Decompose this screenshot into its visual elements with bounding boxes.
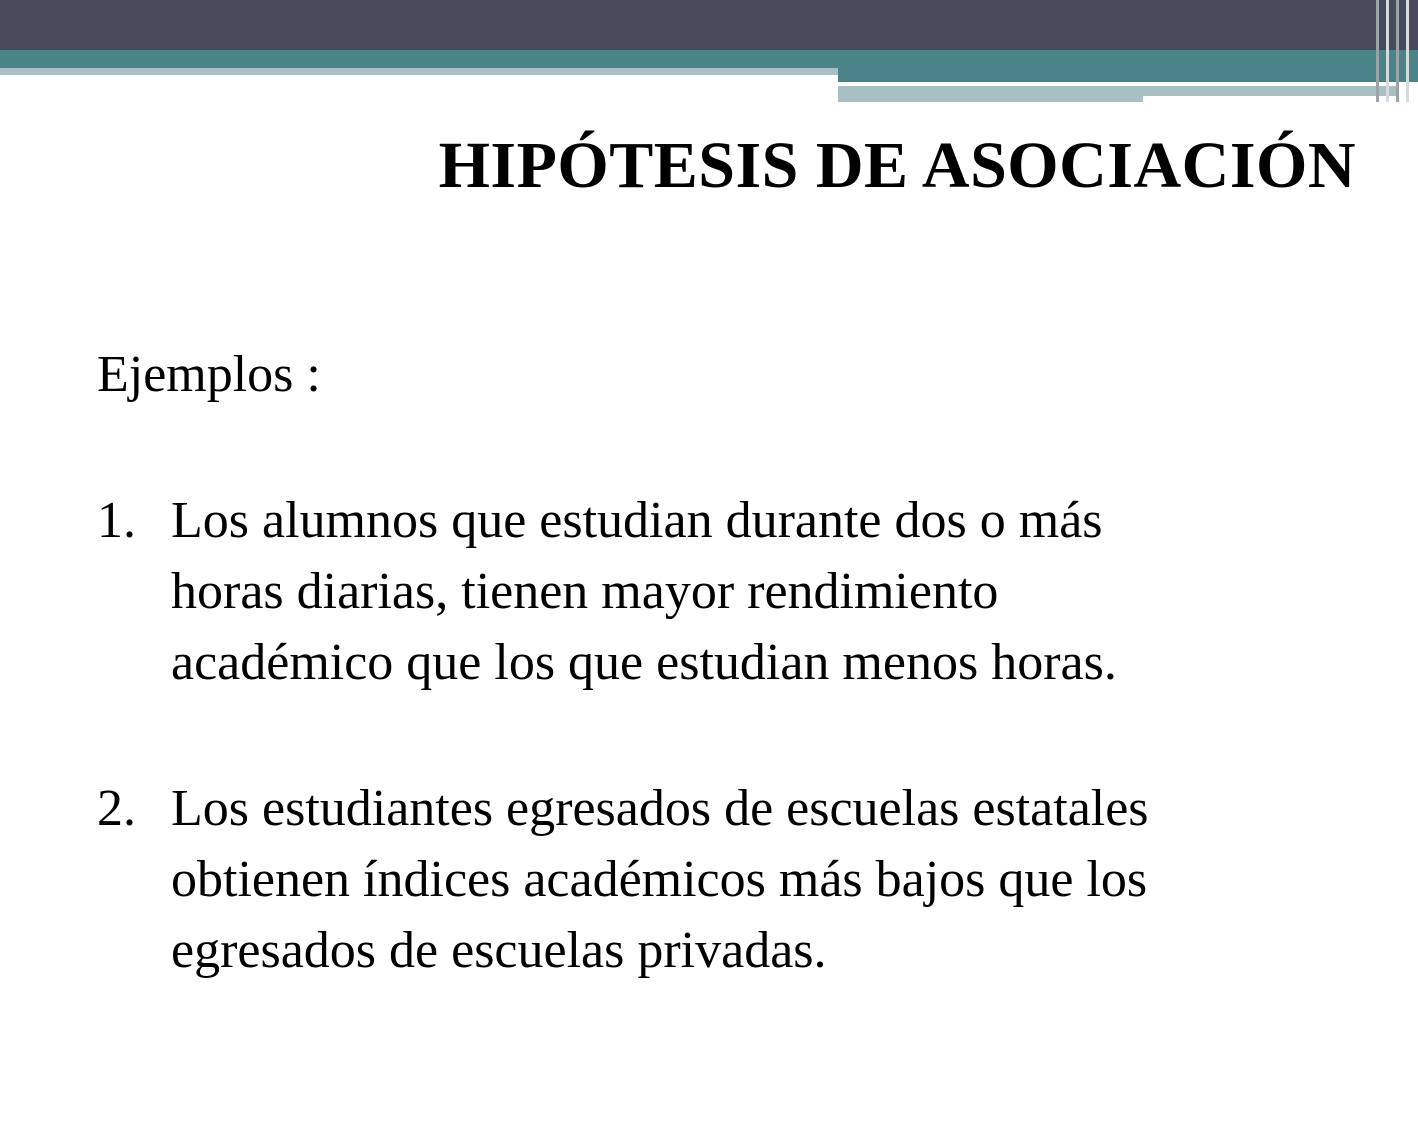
list-item-line: académico que los que estudian menos horas. <box>171 634 1117 691</box>
intro-text: Ejemplos : <box>97 346 321 403</box>
list-item-line: egresados de escuelas privadas. <box>171 922 827 979</box>
list-item-number: 2. <box>97 780 136 837</box>
list-item-number: 1. <box>97 492 136 549</box>
slide-title: HIPÓTESIS DE ASOCIACIÓN <box>438 129 1356 202</box>
header-light-band <box>838 86 1398 96</box>
example-list-item-2 <box>97 773 1357 986</box>
example-list-item-1 <box>97 485 1357 698</box>
list-item-line: horas diarias, tienen mayor rendimiento <box>171 563 999 620</box>
header-light-strip <box>0 68 838 75</box>
header-vertical-stripe <box>1396 0 1399 102</box>
list-item-line: obtienen índices académicos más bajos que los <box>171 851 1148 908</box>
header-teal-extension <box>838 68 1418 82</box>
header-vertical-stripe <box>1386 0 1389 102</box>
header-light-small-band <box>838 96 1143 102</box>
header-vertical-stripe <box>1376 0 1379 102</box>
list-item <box>97 485 1357 698</box>
list-item-line: Los alumnos que estudian durante dos o más <box>171 492 1103 549</box>
list-item <box>97 773 1357 986</box>
header-vertical-stripe <box>1406 0 1409 102</box>
header-teal-band <box>0 50 1418 68</box>
header-dark-band <box>0 0 1418 50</box>
list-item-line: Los estudiantes egresados de escuelas estatales <box>171 780 1149 837</box>
